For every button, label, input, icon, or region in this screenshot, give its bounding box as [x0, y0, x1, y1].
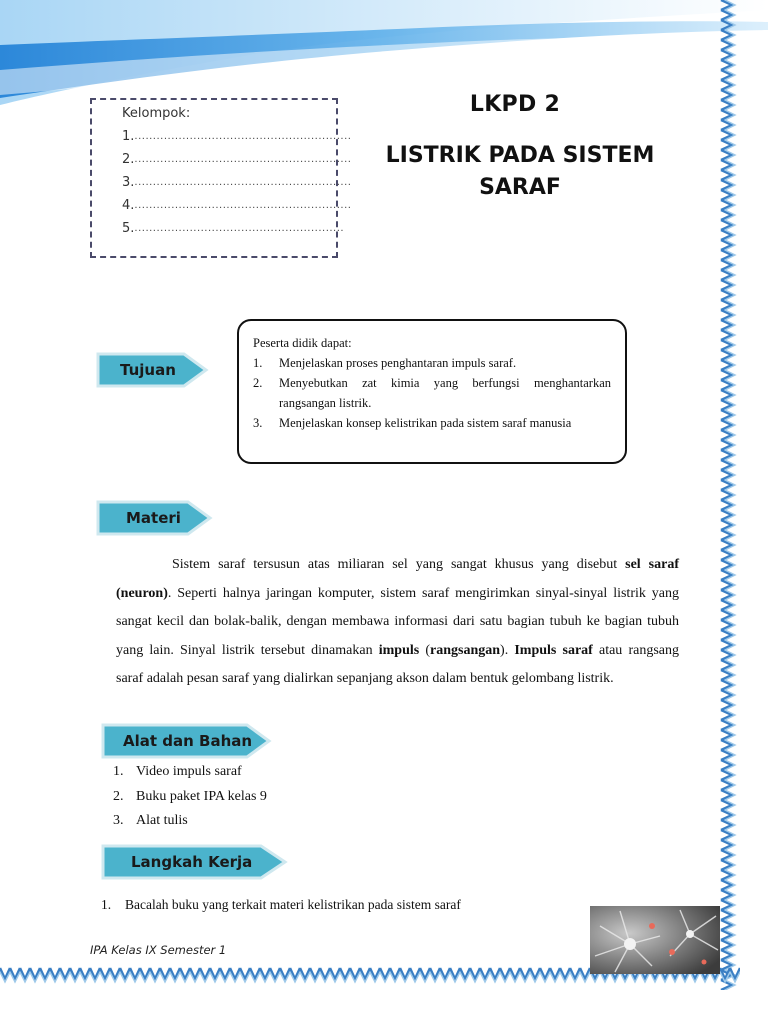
alat-item-text: Buku paket IPA kelas 9	[136, 788, 267, 804]
alat-item-text: Video impuls saraf	[136, 764, 242, 779]
kelompok-row-num: 2.	[122, 152, 135, 167]
kelompok-row-blank: ...........................................................	[134, 200, 352, 211]
tujuan-list	[253, 353, 611, 433]
kelompok-row-num: 1.	[122, 129, 135, 144]
materi-bold-4: Impuls saraf	[514, 642, 593, 658]
langkah-tag	[101, 842, 289, 882]
kelompok-box	[90, 98, 352, 258]
kelompok-row-blank: ...........................................................	[134, 154, 352, 165]
alat-item	[113, 760, 267, 785]
materi-tag-label: Materi	[126, 509, 181, 527]
materi-tag	[96, 498, 214, 538]
tujuan-item-text: Menjelaskan konsep kelistrikan pada sistem saraf manusia	[279, 416, 572, 430]
tujuan-item-text: Menjelaskan proses penghantaran impuls saraf.	[279, 356, 517, 370]
tujuan-item-num: 3.	[253, 416, 263, 430]
alat-item-text: Alat tulis	[136, 813, 188, 828]
kelompok-row	[122, 171, 352, 194]
tujuan-tag	[96, 350, 210, 390]
kelompok-row-blank: ...........................................................	[134, 177, 352, 188]
alat-item	[113, 809, 267, 834]
tujuan-item	[253, 353, 611, 373]
tujuan-item	[253, 413, 611, 433]
materi-text-1: Sistem saraf tersusun atas miliaran sel yang sangat khusus yang disebut	[172, 557, 626, 572]
langkah-num: 1.	[101, 897, 112, 912]
subtitle-line-2: SARAF	[479, 175, 561, 200]
tujuan-tag-label: Tujuan	[120, 361, 176, 379]
kelompok-row-num: 5.	[122, 221, 135, 236]
page-title: LKPD 2	[469, 92, 561, 117]
alat-item-num: 1.	[113, 764, 124, 779]
kelompok-row-num: 3.	[122, 175, 135, 190]
tujuan-intro: Peserta didik dapat:	[253, 336, 352, 350]
alat-list	[113, 760, 267, 834]
materi-text-5: atau rangsang saraf adalah pesan saraf yang dialirkan sepanjang akson dalam bentuk gelombang listrik.	[116, 642, 679, 686]
page-subtitle	[350, 140, 690, 204]
tujuan-box	[237, 319, 627, 464]
subtitle-line-1: LISTRIK PADA SISTEM	[385, 143, 655, 168]
neuron-photo-icon	[590, 906, 720, 974]
langkah-tag-label: Langkah Kerja	[131, 853, 253, 871]
kelompok-row	[122, 125, 352, 148]
right-decorative-border	[716, 0, 738, 990]
kelompok-row	[122, 217, 345, 240]
kelompok-row	[122, 194, 352, 217]
materi-bold-1: sel saraf (neuron)	[116, 557, 679, 601]
kelompok-row-blank: .........................................................	[134, 223, 345, 234]
alat-item-num: 2.	[113, 788, 124, 804]
alat-item	[113, 785, 267, 810]
langkah-text: Bacalah buku yang terkait materi kelistrikan pada sistem saraf	[125, 897, 461, 912]
kelompok-list	[122, 125, 352, 240]
kelompok-row-num: 4.	[122, 198, 135, 213]
materi-bold-2: impuls	[378, 642, 420, 658]
kelompok-row	[122, 148, 352, 171]
materi-text-2: . Seperti halnya jaringan komputer, sistem saraf mengirimkan sinyal-sinyal listrik yang sangat kecil dan bolak-balik, dengan membawa informasi dari satu bagian tubuh ke bagian tubuh yang lain. Sinyal listrik tersebut dinamakan	[116, 585, 679, 658]
materi-text-3: (	[419, 642, 431, 658]
kelompok-title: Kelompok:	[122, 106, 191, 121]
tujuan-item-text: Menyebutkan zat kimia yang berfungsi menghantarkan rangsangan listrik.	[279, 376, 611, 410]
tujuan-item-num: 1.	[253, 356, 263, 370]
materi-bold-3: rangsangan	[430, 642, 501, 658]
tujuan-item	[253, 373, 611, 413]
kelompok-row-blank: ...........................................................	[134, 131, 352, 142]
alat-item-num: 3.	[113, 813, 124, 828]
langkah-item	[101, 897, 461, 913]
tujuan-item-num: 2.	[253, 376, 263, 390]
footer-text: IPA Kelas IX Semester 1	[90, 943, 227, 957]
materi-text-4: ).	[500, 642, 515, 658]
alat-tag	[101, 721, 273, 761]
alat-tag-label: Alat dan Bahan	[123, 732, 253, 750]
materi-paragraph	[116, 551, 679, 694]
